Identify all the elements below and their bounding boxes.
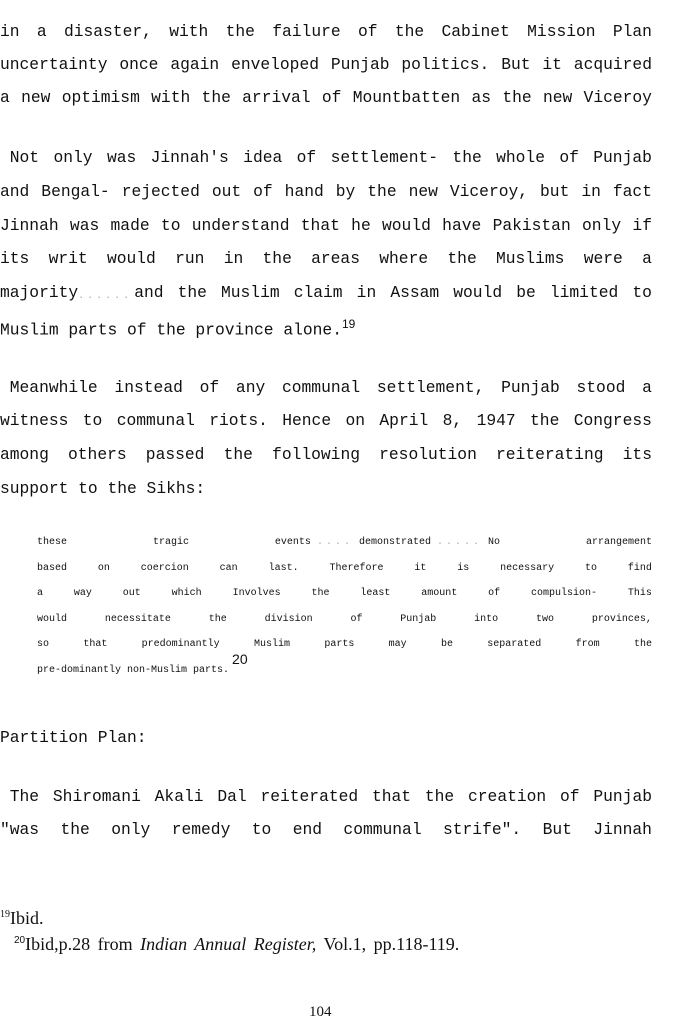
word: the [60, 820, 90, 839]
word: way [73, 588, 92, 599]
word: areas [311, 249, 360, 268]
word: the [530, 411, 560, 430]
word: reiterating [496, 445, 604, 464]
word: again [170, 55, 220, 74]
word: as [471, 88, 492, 107]
word: others [68, 445, 127, 464]
text-line [0, 283, 652, 302]
footnote-number: 19 [0, 909, 10, 920]
word: Muslim [253, 639, 290, 650]
word: into [474, 614, 499, 625]
word: where [379, 249, 429, 268]
word: on [97, 563, 110, 574]
quote-line [37, 588, 652, 599]
word: 1947 [476, 411, 516, 430]
word: instead [114, 378, 183, 397]
word: the [177, 283, 207, 302]
word: Assam [390, 283, 440, 302]
word: last. [268, 563, 299, 574]
word: Muslims [496, 249, 565, 268]
word: be [440, 639, 453, 650]
word: the [208, 614, 227, 625]
word: Punjab [501, 378, 560, 397]
word: can [219, 563, 238, 574]
word: only [111, 820, 151, 839]
word: the [201, 88, 231, 107]
footnote-19 [0, 908, 44, 929]
word: communal [116, 411, 195, 430]
word: Pakistan [492, 216, 571, 235]
word: end [292, 820, 323, 839]
word: separated [487, 639, 542, 650]
word: on [345, 411, 366, 430]
word: witness [0, 411, 69, 430]
word: he [351, 216, 371, 235]
word: limited [549, 283, 619, 302]
text-line [0, 411, 652, 430]
word: Viceroy [583, 88, 652, 107]
word: acquired [573, 55, 652, 74]
text-segment: pre-dominantly non-Muslim parts. [37, 665, 230, 676]
word: out [211, 182, 242, 201]
word: in [223, 249, 244, 268]
word: parts [324, 639, 355, 650]
footnote-ref: 20 [232, 651, 248, 667]
word: of [560, 787, 580, 806]
footnote-text: Ibid,p.28 from [25, 934, 133, 954]
word: politics. [401, 55, 490, 74]
word: Cabinet [441, 22, 510, 41]
word: arrangement [585, 537, 652, 548]
word: Plan [612, 22, 652, 41]
text-line [0, 182, 652, 201]
word: the [452, 148, 482, 167]
text-line: support to the Sikhs: [0, 479, 206, 498]
word: This [627, 588, 652, 599]
word: a [37, 588, 44, 599]
word: the [394, 22, 425, 41]
word: the [502, 88, 532, 107]
word: majority [0, 283, 79, 302]
word: from [575, 639, 600, 650]
word: riots. [209, 411, 268, 430]
word: 8, [442, 411, 463, 430]
text-line [0, 820, 652, 839]
word: tragic [152, 537, 189, 548]
word: its [622, 445, 652, 464]
word: of [357, 22, 378, 41]
word: Punjab [400, 614, 437, 625]
word: Meanwhile [0, 378, 98, 397]
word: the [262, 249, 292, 268]
word: events .... demonstrated ..... No [274, 537, 501, 548]
word: a [0, 88, 10, 107]
word: so [37, 639, 50, 650]
word: was [69, 216, 100, 235]
word: find [627, 563, 652, 574]
quote-line [37, 537, 652, 548]
footnote-text: Vol.1, pp.118-119. [323, 934, 460, 954]
word: in [581, 182, 601, 201]
word: provinces, [591, 614, 652, 625]
word: was [106, 148, 137, 167]
word: writ [48, 249, 88, 268]
word: with [151, 88, 191, 107]
word: Therefore [329, 563, 384, 574]
text-line [0, 88, 652, 107]
word: a [36, 22, 47, 41]
word: Involves [232, 588, 281, 599]
word: which [171, 588, 202, 599]
word: would [106, 249, 156, 268]
text-line [0, 787, 652, 806]
word: reiterated [260, 787, 359, 806]
word: and [134, 283, 164, 302]
footnote-text: Ibid. [10, 908, 44, 928]
word: Muslim [221, 283, 280, 302]
word: of [296, 148, 317, 167]
word: strife". [443, 820, 522, 839]
word: out [122, 588, 141, 599]
word: and [0, 182, 30, 201]
word: in [0, 22, 20, 41]
word: predominantly [141, 639, 220, 650]
word: least [360, 588, 391, 599]
footnote-number: 20 [14, 935, 26, 946]
word: by [335, 182, 356, 201]
word: two [536, 614, 555, 625]
word: any [235, 378, 266, 397]
word: in [356, 283, 377, 302]
word: with [169, 22, 209, 41]
word: compulsion- [531, 588, 598, 599]
word: Viceroy, [449, 182, 529, 201]
word: amount [421, 588, 458, 599]
text-line [0, 317, 652, 339]
word: arrival [242, 88, 311, 107]
word: to [251, 820, 272, 839]
word: would [37, 614, 68, 625]
word: April [379, 411, 429, 430]
word: Akali [154, 787, 204, 806]
page-number: 104 [309, 1004, 332, 1020]
word: Jinnah [593, 820, 652, 839]
word: claim [293, 283, 343, 302]
word: of [559, 148, 579, 167]
word: passed [145, 445, 205, 464]
word: the [447, 249, 477, 268]
text-line [0, 445, 652, 464]
text-line [0, 148, 652, 167]
word: settlement, [376, 378, 485, 397]
word: a [642, 249, 652, 268]
word: be [516, 283, 536, 302]
word: made [110, 216, 150, 235]
footnote-ref: 19 [341, 317, 356, 331]
text-line [0, 22, 652, 41]
quote-line [37, 563, 652, 574]
word: the [223, 445, 253, 464]
word: a [642, 378, 652, 397]
text-line [0, 249, 652, 268]
word: hand [284, 182, 324, 201]
ellipsis: ...... [78, 291, 133, 302]
word: necessary [500, 563, 555, 574]
word: creation [468, 787, 547, 806]
word: whole [496, 148, 545, 167]
word: it [542, 55, 562, 74]
word: Mountbatten [352, 88, 461, 107]
word: of [350, 614, 363, 625]
word: if [632, 216, 652, 235]
word: resolution [379, 445, 477, 464]
word: to [585, 563, 598, 574]
word: run [175, 249, 205, 268]
word: communal [343, 820, 422, 839]
word: idea [243, 148, 283, 167]
word: the [367, 182, 397, 201]
word: new [542, 88, 573, 107]
word: Dal [217, 787, 247, 806]
word: that [83, 639, 108, 650]
word: have [442, 216, 482, 235]
word: only [53, 148, 93, 167]
source-title: Indian Annual Register, [140, 934, 317, 954]
quote-line [37, 614, 652, 625]
word: stood [576, 378, 626, 397]
word: new [21, 88, 51, 107]
word: to [160, 216, 181, 235]
word: of [199, 378, 220, 397]
word: of [321, 88, 342, 107]
word: rejected [121, 182, 200, 201]
word: would [382, 216, 431, 235]
word: once [119, 55, 159, 74]
word: enveloped [231, 55, 319, 74]
word: would [453, 283, 503, 302]
word: following [272, 445, 360, 464]
word: it [414, 563, 427, 574]
word: Congress [573, 411, 652, 430]
quote-line [37, 651, 652, 681]
word: The [0, 787, 40, 806]
word: Shiromani [52, 787, 141, 806]
word: necessitate [104, 614, 171, 625]
word: to [82, 411, 103, 430]
word: that [300, 216, 340, 235]
text-segment [134, 283, 652, 302]
word: to [632, 283, 652, 302]
word: division [264, 614, 313, 625]
footnote-20 [14, 934, 459, 955]
word: uncertainty [0, 55, 108, 74]
word: the [424, 787, 455, 806]
word: the [225, 22, 255, 41]
word: Punjab [593, 148, 652, 167]
word: understand [191, 216, 290, 235]
word: Punjab [593, 787, 652, 806]
word: Mission [527, 22, 596, 41]
word: But [501, 55, 531, 74]
text-line [0, 216, 652, 235]
word: of [253, 182, 273, 201]
word: Hence [282, 411, 332, 430]
word: Not [0, 148, 40, 167]
word: Punjab [330, 55, 390, 74]
quote-line [37, 639, 652, 650]
word: these [37, 537, 68, 548]
word: of [488, 588, 501, 599]
word: Bengal- [41, 182, 110, 201]
word: may [388, 639, 407, 650]
word: new [408, 182, 438, 201]
section-heading: Partition Plan: [0, 728, 147, 747]
word: coercion [140, 563, 189, 574]
word: is [457, 563, 470, 574]
word: But [542, 820, 572, 839]
word: but [540, 182, 570, 201]
word: among [0, 445, 49, 464]
word: "was [0, 820, 40, 839]
word: fact [612, 182, 652, 201]
text-line [0, 55, 652, 74]
text-line [0, 378, 652, 397]
word: only [582, 216, 622, 235]
word: its [0, 249, 30, 268]
word: remedy [171, 820, 231, 839]
word: Jinnah [0, 216, 59, 235]
word: that [371, 787, 412, 806]
word: Jinnah's [150, 148, 229, 167]
word: communal [281, 378, 361, 397]
word: optimism [61, 88, 140, 107]
word: disaster, [63, 22, 152, 41]
word: settlement- [330, 148, 439, 167]
word: failure [272, 22, 341, 41]
text-segment: Muslim parts of the province alone. [0, 320, 342, 340]
word: the [311, 588, 330, 599]
word: the [633, 639, 652, 650]
word: based [37, 563, 68, 574]
word: were [583, 249, 623, 268]
